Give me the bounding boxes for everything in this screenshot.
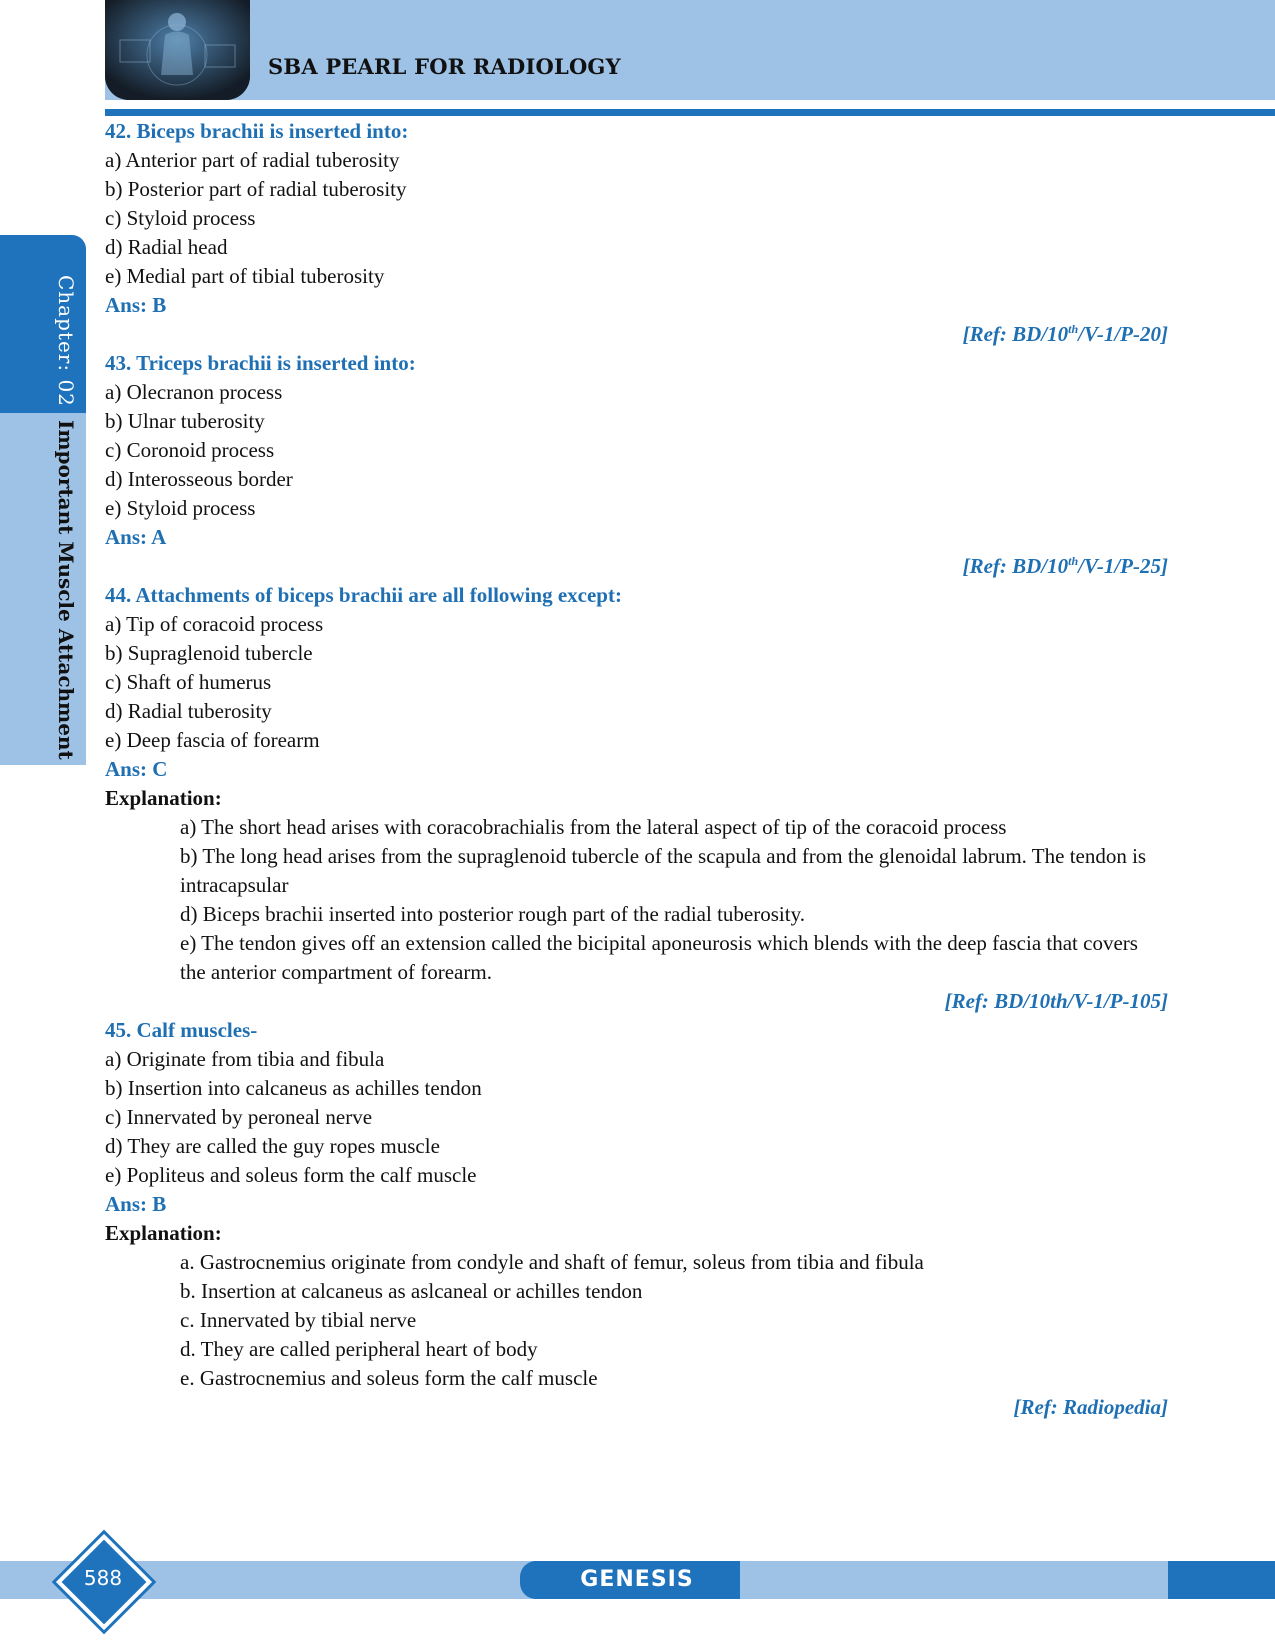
option: a) Originate from tibia and fibula [105,1047,385,1071]
explanation-item: c. Innervated by tibial nerve [180,1308,417,1332]
reference: [Ref: Radiopedia] [1013,1395,1168,1419]
reference: [Ref: BD/10th/V-1/P-25] [962,554,1168,578]
reference: [Ref: BD/10th/V-1/P-105] [944,989,1168,1013]
option: e) Popliteus and soleus form the calf muscle [105,1163,477,1187]
explanation-item: b. Insertion at calcaneus as aslcaneal or achilles tendon [180,1279,643,1303]
question-title: 45. Calf muscles- [105,1018,258,1042]
option: c) Shaft of humerus [105,670,272,694]
question-title: 44. Attachments of biceps brachii are all following except: [105,583,622,607]
option: d) Interosseous border [105,467,293,491]
explanation-heading: Explanation: [105,786,222,810]
page-content [105,117,1168,1422]
option: c) Styloid process [105,206,256,230]
reference: [Ref: BD/10th/V-1/P-20] [962,322,1168,346]
book-title: SBA PEARL FOR RADIOLOGY [268,54,621,79]
option: d) They are called the guy ropes muscle [105,1134,440,1158]
explanation-item: e) The tendon gives off an extension called the bicipital aponeurosis which blends with the deep fascia that covers the anterior compartment of forearm. [180,931,1138,984]
question-block [105,581,1168,1016]
question-block [105,1016,1168,1422]
publisher-logo: GENESIS [580,1567,694,1592]
footer-right-block [1168,1561,1275,1599]
option: e) Medial part of tibial tuberosity [105,264,385,288]
option: d) Radial tuberosity [105,699,272,723]
explanation-item: e. Gastrocnemius and soleus form the calf muscle [180,1366,598,1390]
chapter-topic: Important Muscle Attachment [54,420,78,760]
option: a) Tip of coracoid process [105,612,324,636]
chapter-label: Chapter: 02 [54,275,78,407]
answer: Ans: C [105,757,168,781]
option: b) Ulnar tuberosity [105,409,265,433]
chapter-side-tab [0,235,86,765]
option: d) Radial head [105,235,228,259]
option: c) Innervated by peroneal nerve [105,1105,373,1129]
answer: Ans: B [105,293,167,317]
book-cover-logo [105,0,250,100]
option: e) Styloid process [105,496,256,520]
question-title: 42. Biceps brachii is inserted into: [105,119,409,143]
page-number: 588 [83,1566,123,1590]
explanation-item: d) Biceps brachii inserted into posterior rough part of the radial tuberosity. [180,902,805,926]
question-block [105,117,1168,349]
answer: Ans: B [105,1192,167,1216]
explanation-heading: Explanation: [105,1221,222,1245]
question-block [105,349,1168,581]
option: b) Posterior part of radial tuberosity [105,177,407,201]
option: b) Supraglenoid tubercle [105,641,313,665]
question-title: 43. Triceps brachii is inserted into: [105,351,416,375]
header-band [105,0,1275,100]
option: a) Olecranon process [105,380,283,404]
explanation-item: b) The long head arises from the supraglenoid tubercle of the scapula and from the glenoidal labrum. The tendon is intracapsular [180,844,1147,897]
explanation-item: a) The short head arises with coracobrachialis from the lateral aspect of tip of the coracoid process [180,815,1007,839]
answer: Ans: A [105,525,167,549]
explanation-item: a. Gastrocnemius originate from condyle and shaft of femur, soleus from tibia and fibula [180,1250,924,1274]
option: e) Deep fascia of forearm [105,728,320,752]
option: b) Insertion into calcaneus as achilles tendon [105,1076,482,1100]
header-divider [105,109,1275,116]
option: a) Anterior part of radial tuberosity [105,148,400,172]
option: c) Coronoid process [105,438,275,462]
explanation-item: d. They are called peripheral heart of body [180,1337,538,1361]
